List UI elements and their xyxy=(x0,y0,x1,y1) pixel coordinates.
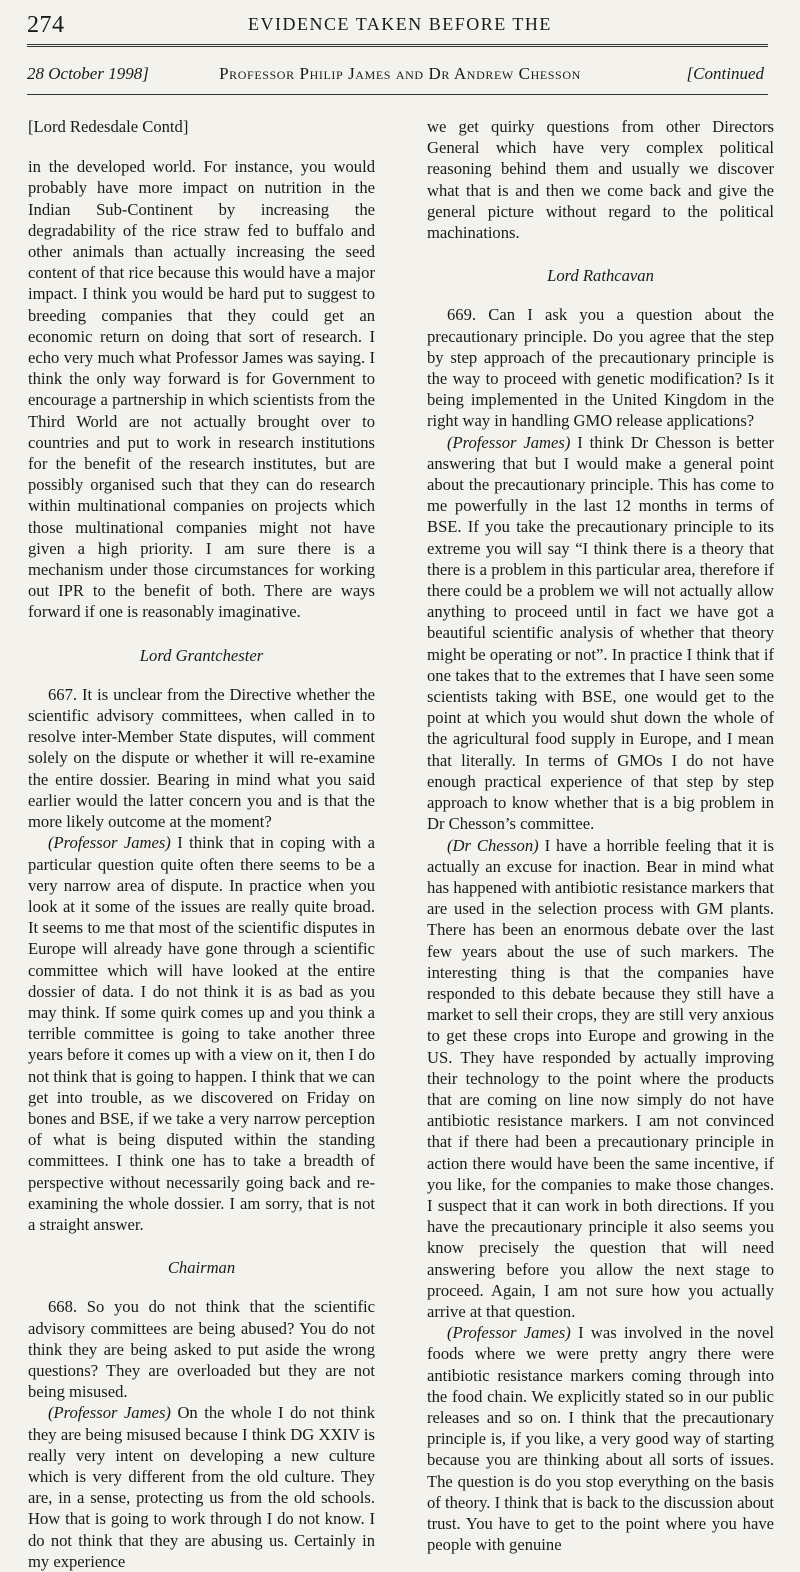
answer-669-james xyxy=(427,432,774,835)
question-669: 669. Can I ask you a question about the precautionary principle. Do you agree that the step by step approach of the precautionary principle is the way to proceed with genetic modification? Is it being implemented in the United Kingdom in the right way in handling GMO release applications? xyxy=(427,305,774,431)
header-double-rule xyxy=(27,44,768,51)
witness-label: (Dr Chesson) xyxy=(447,835,539,855)
question-668: 668. So you do not think that the scientific advisory committees are being abused? You do not think they are being asked to put aside the wrong questions? They are overloaded but they are not being misused. xyxy=(28,1297,375,1402)
header-rule xyxy=(27,94,768,95)
witness-label: (Professor James) xyxy=(447,432,571,452)
speaker-continued: [Lord Redesdale Contd] xyxy=(28,117,189,136)
answer-text: I think that in coping with a particular question quite often there seems to be a very narrow area of dispute. In practice when you look at it some of the issues are really quite broad. It seems to me that most of the scientific disputes in Europe will already have gone through a scientific committee which will have looked at the entire dossier of data. I do not think it is as bad as you may think. If some quirk comes up and you think a terrible committee is going to take another three years before it comes up with a view on it, then I do not think that is going to happen. I think that we can get into trouble, as we discovered on Friday on bones and BSE, if we take a very narrow perception of what is being disputed within the standing committees. I think one has to take a breadth of perspective without necessarily going back and re-examining the whole dossier. I am sorry, that is not a straight answer. xyxy=(28,833,375,1234)
session-date: 28 October 1998] xyxy=(27,64,149,83)
witness-label: (Professor James) xyxy=(48,833,171,853)
speaker-heading: Chairman xyxy=(167,1258,236,1278)
answer-669-chesson xyxy=(427,835,774,1323)
paragraph: in the developed world. For instance, you would probably have more impact on nutrition in the Indian Sub-Continent by increasing the degradability of the rice straw fed to buffalo and other animals than actually increasing the seed content of that rice because this would have a major impact. I think you would be hard put to suggest to breeding companies that they could get an economic return on doing that sort of research. I echo very much what Professor James was saying. I think the only way forward is for Government to encourage a partnership in which scientists from the Third World are not actually brought over to countries and put to work in research institutions for the benefit of the research institutes, but are possibly organised such that they can do research within multinational companies on projects which those multinational companies might not have given a high priority. I am sure there is a mechanism under those circumstances for working out IPR to the benefit of both. There are ways forward if one is reasonably imaginative. xyxy=(28,157,375,622)
speaker-heading: Lord Rathcavan xyxy=(547,266,654,286)
answer-667 xyxy=(28,832,375,1235)
right-column xyxy=(427,116,774,1555)
speaker-heading: Lord Grantchester xyxy=(139,645,264,665)
witness-label: (Professor James) xyxy=(447,1323,571,1343)
answer-668 xyxy=(28,1402,375,1572)
running-title: EVIDENCE TAKEN BEFORE THE xyxy=(248,14,552,34)
continued-marker: [Continued xyxy=(686,64,764,83)
question-667: 667. It is unclear from the Directive whether the scientific advisory committees, when called in to resolve inter-Member State disputes, will comment solely on the dispute or whether it will re-examine the entire dossier. Bearing in mind what you said earlier would the latter concern you and is that the more likely outcome at the moment? xyxy=(28,684,375,832)
answer-text: I have a horrible feeling that it is actually an excuse for inaction. Bear in mind what has happened with antibiotic resistance markers that are used in the selection process with GM plants. There has been an enormous debate over the last few years about the use of such markers. The interesting thing is that the companies have responded to this debate because they still have a market to sell their crops, they are still very anxious to get these crops into Europe and growing in the US. They have responded by actually improving their technology to the point where the products that are coming on line now simply do not have antibiotic resistance markers. I am not convinced that if there had been a precautionary principle in action there would have been the same incentive, if you like, for the companies to make those changes. I suspect that it can work in both directions. If you have the precautionary principle it also seems you know precisely the question that will need answering before you allow the next stage to proceed. Again, I am not sure how you actually arrive at that question. xyxy=(427,835,774,1321)
answer-text: I think Dr Chesson is better answering that but I would make a general point about the precautionary principle. This has come to me powerfully in the last 12 months in terms of BSE. If you take the precautionary principle to its extreme you will say “I think there is a theory that there is a problem in this particular area, therefore if there could be a problem we will not actually allow anything to proceed until in fact we have got a beautiful scientific analysis of whether that theory might be operating or not”. In practice I think that if one takes that to the extremes that I have seen some scientists taking with BSE, one would get to the point at which you would shut down the whole of the agricultural food supply in Europe, and I mean that literally. In terms of GMOs I do not have enough practical experience of that step by step approach to know whether that is a big problem in Dr Chesson’s committee. xyxy=(427,432,774,834)
witness-label: (Professor James) xyxy=(48,1403,171,1423)
paragraph: we get quirky questions from other Directors General which have very complex political reasoning behind them and usually we discover what that is and then we come back and give the general picture without regard to the political machinations. xyxy=(427,117,774,243)
answer-text: I was involved in the novel foods where we were pretty angry there were antibiotic resistance markers coming through into the food chain. We explicitly stated so in our public releases and so on. I think that the precautionary principle is, if you like, a very good way of starting because you are thinking about all sorts of issues. The question is do you stop everything on the basis of theory. I think that is back to the discussion about trust. You have to get to the point where you have people with genuine xyxy=(427,1323,774,1555)
left-column xyxy=(28,116,375,1572)
witnesses-line: Professor Philip James and Dr Andrew Chesson xyxy=(219,64,581,83)
answer-text: On the whole I do not think they are being misused because I think DG XXIV is really very intent on developing a new culture which is very different from the old culture. They are, in a sense, protecting us from the old schools. How that is going to work through I do not know. I do not think that they are abusing us. Certainly in my experience xyxy=(28,1403,375,1571)
page-number: 274 xyxy=(27,12,65,38)
answer-669-james-2 xyxy=(427,1322,774,1555)
